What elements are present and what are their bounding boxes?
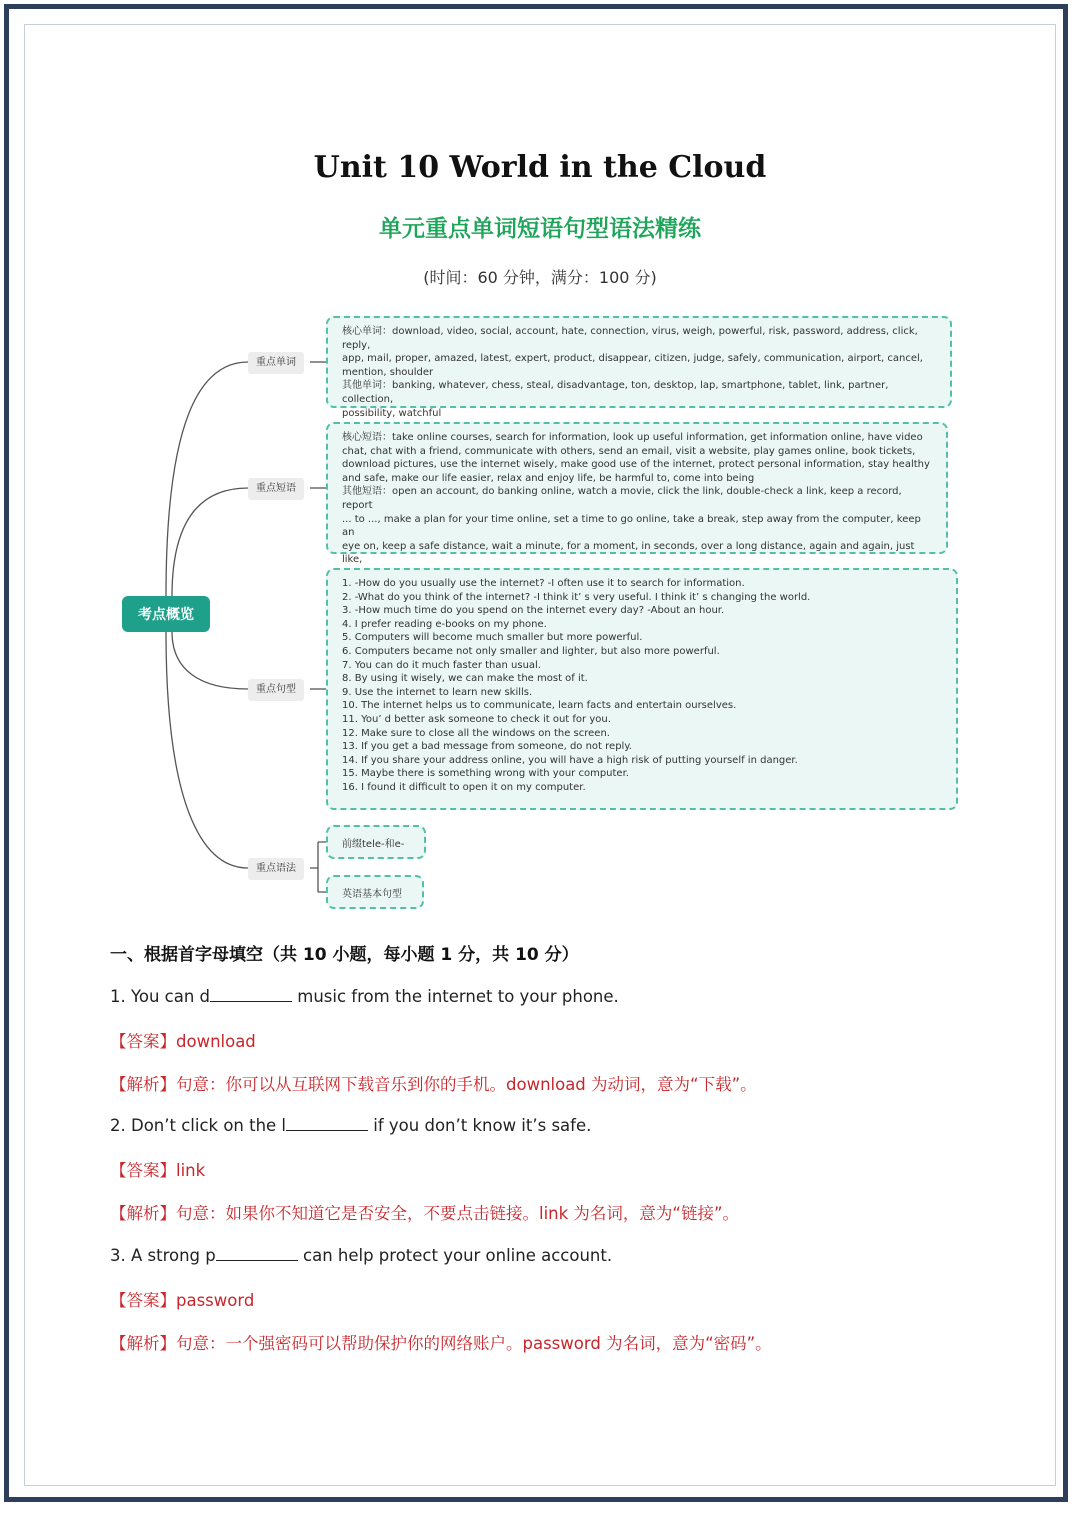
question-1-post: music from the internet to your phone. xyxy=(292,987,619,1006)
words-line: 核心单词：download, video, social, account, hate, connection, virus, weigh, powerful, risk, password, address, click, reply, xyxy=(342,326,918,351)
sentence-line: 12. Make sure to close all the windows on the screen. xyxy=(342,727,610,739)
question-2-post: if you don’t know it’s safe. xyxy=(368,1116,592,1135)
phrases-line: and safe, make our life easier, relax and enjoy life, be harmful to, come into being xyxy=(342,472,755,484)
phrases-line: eye on, keep a safe distance, wait a minute, for a moment, in seconds, over a long distance, again and again, just like, xyxy=(342,540,915,566)
sentence-line: 16. I found it difficult to open it on my computer. xyxy=(342,781,586,793)
sentence-line: 11. You’ d better ask someone to check it out for you. xyxy=(342,713,611,725)
words-line: 其他单词：banking, whatever, chess, steal, disadvantage, ton, desktop, lap, smartphone, tablet, link, partner, collection, xyxy=(342,380,889,405)
question-1-pre: 1. You can d xyxy=(110,987,211,1006)
sentence-line: 8. By using it wisely, we can make the most of it. xyxy=(342,673,588,685)
sentence-line: 10. The internet helps us to communicate, learn facts and entertain ourselves. xyxy=(342,700,737,712)
answer-blank xyxy=(286,1114,368,1131)
sentence-line: 3. -How much time do you spend on the internet every day? -About an hour. xyxy=(342,605,725,617)
phrases-line: 其他短语：open an account, do banking online, watch a movie, click the link, double-check a link, keep a record, report xyxy=(342,486,902,511)
branch-key-phrases: 重点短语 xyxy=(248,478,304,500)
branch-key-words: 重点单词 xyxy=(248,352,304,374)
phrases-line: ... to ..., make a plan for your time online, set a time to go online, take a break, step away from the computer, keep an xyxy=(342,513,921,539)
sentence-line: 1. -How do you usually use the internet? -I often use it to search for information. xyxy=(342,578,745,589)
sentence-line: 4. I prefer reading e-books on my phone. xyxy=(342,618,547,630)
connector-root-phrases xyxy=(172,488,248,596)
sentence-line: 2. -What do you think of the internet? -I think it’ s very useful. I think it’ s changing the world. xyxy=(342,591,811,603)
explanation-2: 【解析】句意：如果你不知道它是否安全，不要点击链接。link 为名词，意为“链接”。 xyxy=(110,1204,740,1223)
connector-grammar-leaves xyxy=(310,842,326,892)
phrases-line: chat, chat with a friend, communicate with others, send an email, visit a website, play games online, book tickets, xyxy=(342,445,916,457)
leaf-grammar-prefix: 前缀tele-和e- xyxy=(326,825,426,859)
answer-1: 【答案】download xyxy=(110,1032,256,1051)
phrases-line: 核心短语：take online courses, search for information, look up useful information, get information online, have video xyxy=(342,432,923,443)
section-title: 一、根据首字母填空（共 10 小题，每小题 1 分，共 10 分） xyxy=(110,945,579,965)
connector-root-grammar xyxy=(166,632,248,868)
question-2 xyxy=(110,1114,591,1135)
sentence-line: 6. Computers became not only smaller and lighter, but also more powerful. xyxy=(342,645,720,657)
document-subtitle: 单元重点单词短语句型语法精练 xyxy=(379,216,701,242)
sentence-line: 15. Maybe there is something wrong with your computer. xyxy=(342,768,629,780)
answer-blank xyxy=(210,985,292,1002)
connector-root-sentences xyxy=(172,632,248,689)
mindmap-root: 考点概览 xyxy=(122,596,210,632)
answer-3: 【答案】password xyxy=(110,1291,255,1310)
sentence-line: 13. If you get a bad message from someone, do not reply. xyxy=(342,741,632,753)
question-2-pre: 2. Don’t click on the l xyxy=(110,1116,287,1135)
words-line: possibility, watchful xyxy=(342,407,442,419)
sentence-line: 9. Use the internet to learn new skills. xyxy=(342,686,533,698)
branch-key-sentences: 重点句型 xyxy=(248,679,304,701)
question-3 xyxy=(110,1244,612,1265)
leaf-sentences xyxy=(326,568,958,810)
leaf-grammar-sentence-patterns: 英语基本句型 xyxy=(326,875,424,909)
question-1 xyxy=(110,985,619,1006)
leaf-phrases xyxy=(326,422,948,566)
question-3-post: can help protect your online account. xyxy=(297,1246,613,1265)
document-title: Unit 10 World in the Cloud xyxy=(313,150,767,185)
answer-blank xyxy=(216,1244,298,1261)
answer-2: 【答案】link xyxy=(110,1161,206,1180)
time-info: (时间：60 分钟，满分：100 分) xyxy=(423,268,657,287)
branch-key-grammar: 重点语法 xyxy=(248,858,304,880)
sentence-line: 5. Computers will become much smaller but more powerful. xyxy=(342,632,643,644)
sentence-line: 7. You can do it much faster than usual. xyxy=(342,659,541,671)
sentence-line: 14. If you share your address online, you will have a high risk of putting yourself in danger. xyxy=(342,754,798,766)
question-3-pre: 3. A strong p xyxy=(110,1246,216,1265)
connector-root-words xyxy=(166,362,248,596)
words-line: mention, shoulder xyxy=(342,366,434,378)
explanation-3: 【解析】句意：一个强密码可以帮助保护你的网络账户。password 为名词，意为“密码”。 xyxy=(110,1334,772,1353)
explanation-1: 【解析】句意：你可以从互联网下载音乐到你的手机。download 为动词，意为“下载”。 xyxy=(110,1075,757,1094)
words-line: app, mail, proper, amazed, latest, expert, product, disappear, citizen, judge, safely, communication, airport, cancel, xyxy=(342,353,923,365)
leaf-words xyxy=(326,316,952,419)
phrases-line: download pictures, use the internet wisely, make good use of the internet, protect personal information, stay healthy xyxy=(342,459,930,471)
